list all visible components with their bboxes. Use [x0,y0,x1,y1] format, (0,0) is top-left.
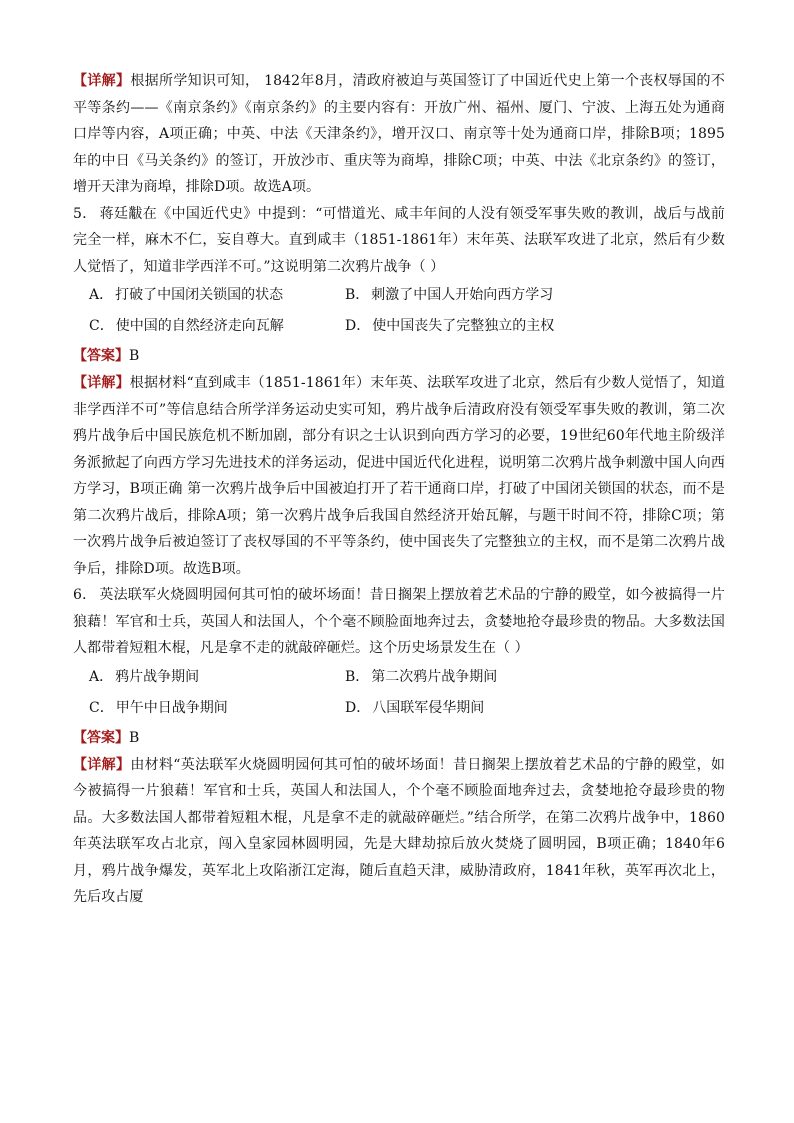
answer-value: B [129,729,140,746]
option-text: 打破了中国闭关锁国的状态 [115,287,284,303]
detail-paragraph-q6 [73,752,725,911]
option-text: 第二次鸦片战争期间 [371,668,498,685]
option-text: 刺激了中国人开始向西方学习 [371,287,554,303]
question-number: 6． [73,587,97,603]
answer-line-q6 [73,724,725,752]
option-label: D． [345,699,371,716]
answer-line-q5 [73,342,725,370]
question-stem-text: 英法联军火烧圆明园何其可怕的破坏场面！昔日搁架上摆放着艺术品的宁静的殿堂，如今被搞得一片狼藉！军官和士兵，英国人和法国人，个个毫不顾脸面地奔过去，贪婪地抢夺最珍贵的物品。大多数法国人都带着短粗木棍，凡是拿不走的就敲碎砸烂。这个历史场景发生在（ ） [73,587,725,656]
question-5-stem [73,201,725,281]
question-6-options [73,662,725,724]
option-text: 使中国丧失了完整独立的主权 [372,318,555,334]
option-text: 使中国的自然经济走向瓦解 [115,318,284,334]
option-c [89,693,345,724]
answer-tag: 【答案】 [73,729,129,746]
option-a [89,662,345,693]
option-d [345,693,645,724]
detail-text: 根据所学知识可知， 1842年8月，清政府被迫与英国签订了中国近代史上第一个丧权辱国的不平等条约——《南京条约》《南京条约》的主要内容有：开放广州、福州、厦门、宁波、上海五处为通商口岸等内容，A项正确；中英、中法《天津条约》，增开汉口、南京等十处为通商口岸，排除B项；1895年的中日《马关条约》的签订，开放沙市、重庆等为商埠，排除C项；中英、中法《北京条约》的签订，增开天津为商埠，排除D项。故选A项。 [73,73,725,195]
option-label: A． [89,287,114,303]
option-b [345,280,645,311]
question-6-stem [73,582,725,662]
option-label: B． [345,668,370,685]
option-label: C． [89,318,114,334]
document-page [73,68,725,911]
option-d [345,311,645,342]
detail-tag: 【详解】 [73,73,131,89]
question-5-options [73,280,725,342]
question-stem-text: 蒋廷黻在《中国近代史》中提到：“可惜道光、咸丰年间的人没有领受军事失败的教训，战后与战前完全一样，麻木不仁，妄自尊大。直到咸丰（1851-1861年）末年英、法联军攻进了北京，然后有少数人觉悟了，知道非学西洋不可。”这说明第二次鸦片战争（ ） [73,205,725,275]
answer-value: B [129,348,140,364]
option-a [89,280,345,311]
option-text: 八国联军侵华期间 [372,699,485,716]
option-text: 甲午中日战争期间 [115,699,228,716]
detail-paragraph-q5 [73,370,725,582]
option-text: 鸦片战争期间 [115,668,200,685]
option-b [345,662,645,693]
option-label: D． [345,318,371,334]
option-label: C． [89,699,114,716]
detail-text: 根据材料“直到咸丰（1851-1861年）末年英、法联军攻进了北京，然后有少数人觉悟了，知道非学西洋不可”等信息结合所学洋务运动史实可知，鸦片战争后清政府没有领受军事失败的教训，第二次鸦片战争后中国民族危机不断加剧，部分有识之士认识到向西方学习的必要，19世纪60年代地主阶级洋务派掀起了向西方学习先进技术的洋务运动，促进中国近代化进程，说明第二次鸦片战争刺激中国人向西方学习，B项正确 第一次鸦片战争后中国被迫打开了若干通商口岸，打破了中国闭关锁国的状态，而不是第二次鸦片战后，排除A项；第一次鸦片战争后我国自然经济开始瓦解，与题干时间不符，排除C项；第一次鸦片战争后被迫签订了丧权辱国的不平等条约，使中国丧失了完整独立的主权，而不是第二次鸦片战争后，排除D项。故选B项。 [73,375,725,577]
answer-tag: 【答案】 [73,348,129,364]
detail-text: 由材料“英法联军火烧圆明园何其可怕的破坏场面！昔日搁架上摆放着艺术品的宁静的殿堂，如今被搞得一片狼藉！军官和士兵，英国人和法国人，个个毫不顾脸面地奔过去，贪婪地抢夺最珍贵的物品。大多数法国人都带着短粗木棍，凡是拿不走的就敲碎砸烂。”结合所学，在第二次鸦片战争中，1860年英法联军攻占北京，闯入皇家园林圆明园，先是大肆劫掠后放火焚烧了圆明园，B项正确；1840年6月，鸦片战争爆发，英军北上攻陷浙江定海，随后直趋天津，威胁清政府，1841年秋，英军再次北上，先后攻占厦 [73,756,725,905]
detail-tag: 【详解】 [73,756,131,773]
question-number: 5． [73,205,97,222]
option-label: A． [89,668,114,685]
detail-tag: 【详解】 [73,375,130,391]
option-c [89,311,345,342]
detail-paragraph-q4 [73,68,725,201]
option-label: B． [345,287,370,303]
